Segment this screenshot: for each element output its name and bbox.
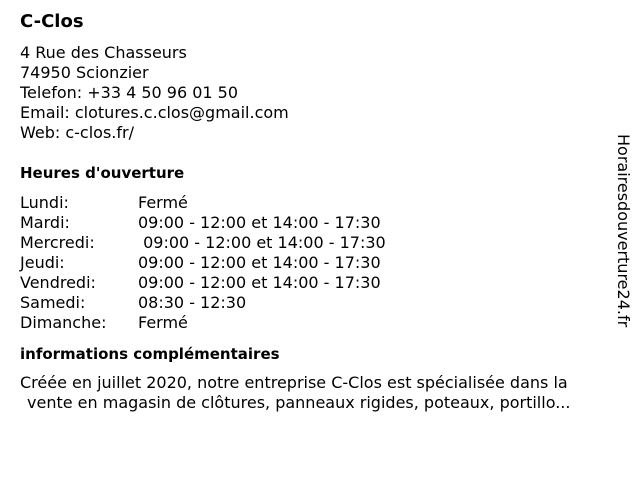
hours-row-mercredi: [20, 233, 620, 253]
hours-row-vendredi: [20, 273, 620, 293]
hours-time: 09:00 - 12:00 et 14:00 - 17:30: [138, 253, 381, 272]
hours-day: Dimanche:: [20, 313, 107, 332]
hours-row-samedi: [20, 293, 620, 313]
hours-day: Jeudi:: [20, 253, 65, 272]
hours-time: Fermé: [138, 313, 188, 332]
info-description: [20, 373, 620, 413]
email-line: Email: clotures.c.clos@gmail.com: [20, 103, 289, 122]
hours-day: Samedi:: [20, 293, 86, 312]
hours-time: 09:00 - 12:00 et 14:00 - 17:30: [138, 233, 386, 252]
hours-row-mardi: [20, 213, 620, 233]
site-watermark: Horairesdouverture24.fr: [614, 134, 633, 328]
hours-day: Lundi:: [20, 193, 69, 212]
hours-time: 09:00 - 12:00 et 14:00 - 17:30: [138, 273, 381, 292]
hours-row-dimanche: [20, 313, 620, 333]
business-name: C-Clos: [20, 11, 84, 32]
hours-day: Mardi:: [20, 213, 70, 232]
hours-row-lundi: [20, 193, 620, 213]
hours-time: 08:30 - 12:30: [138, 293, 247, 312]
contact-block: [20, 43, 620, 143]
hours-row-jeudi: [20, 253, 620, 273]
address-city: 74950 Scionzier: [20, 63, 149, 82]
hours-table: [20, 193, 620, 333]
info-description-line: Créée en juillet 2020, notre entreprise C-Clos est spécialisée dans la: [20, 373, 568, 392]
business-card: [20, 10, 620, 413]
info-description-line: vente en magasin de clôtures, panneaux rigides, poteaux, portillo...: [27, 393, 571, 412]
hours-time: Fermé: [138, 193, 188, 212]
address-street: 4 Rue des Chasseurs: [20, 43, 187, 62]
hours-heading: Heures d'ouverture: [20, 164, 185, 182]
hours-time: 09:00 - 12:00 et 14:00 - 17:30: [138, 213, 381, 232]
web-line: Web: c-clos.fr/: [20, 123, 134, 142]
hours-day: Mercredi:: [20, 233, 95, 252]
info-heading: informations complémentaires: [20, 345, 280, 363]
phone-line: Telefon: +33 4 50 96 01 50: [20, 83, 239, 102]
hours-day: Vendredi:: [20, 273, 96, 292]
